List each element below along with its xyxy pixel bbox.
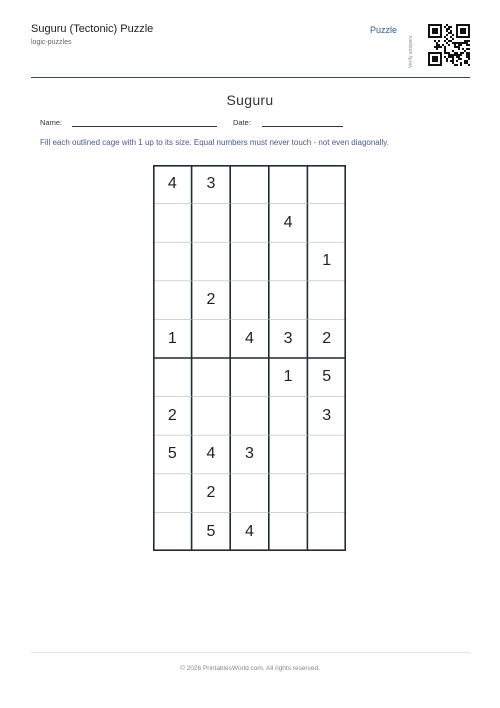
grid-cell: 1	[167, 329, 177, 347]
grid-cell: 5	[322, 368, 332, 386]
grid-cell: 4	[283, 213, 293, 231]
grid-cell[interactable]	[307, 435, 346, 474]
grid-cell[interactable]	[192, 319, 231, 358]
name-label: Name:	[40, 118, 63, 127]
suguru-grid	[153, 165, 346, 551]
grid-cell[interactable]	[269, 474, 308, 513]
grid-cell[interactable]	[153, 204, 192, 243]
grid-cell[interactable]	[307, 512, 346, 551]
grid-cell[interactable]	[192, 242, 231, 281]
grid-cell[interactable]	[230, 397, 269, 436]
grid-cell[interactable]	[269, 242, 308, 281]
grid-cell[interactable]	[269, 165, 308, 204]
page-header-subtitle: logic-puzzles	[31, 39, 72, 46]
grid-cell: 3	[245, 445, 254, 463]
grid-cell[interactable]	[269, 281, 308, 320]
footer-divider	[31, 652, 470, 653]
grid-cell[interactable]	[153, 474, 192, 513]
grid-cell: 5	[167, 445, 177, 463]
grid-cell[interactable]	[307, 204, 346, 243]
grid-cell: 4	[206, 445, 216, 463]
grid-cell: 3	[283, 329, 293, 347]
grid-cell: 1	[322, 252, 332, 270]
grid-cell[interactable]	[192, 397, 231, 436]
grid-cell[interactable]	[153, 242, 192, 281]
grid-cell: 2	[206, 291, 216, 309]
header-divider	[31, 77, 470, 78]
grid-cell[interactable]	[307, 165, 346, 204]
grid-cell: 3	[206, 175, 216, 193]
footer-copyright: © 2026 PrintablesWorld.com. All rights reserved.	[180, 665, 320, 672]
instructions-text: Fill each outlined cage with 1 up to its size. Equal numbers must never touch - not even diagonally.	[40, 138, 389, 147]
grid-cell[interactable]	[153, 358, 192, 397]
date-field[interactable]	[262, 126, 343, 127]
qr-code-icon	[428, 18, 470, 72]
grid-cell: 1	[283, 368, 293, 386]
grid-cell: 2	[322, 329, 332, 347]
grid-cell[interactable]	[153, 281, 192, 320]
verify-answers-label: Verify answers	[408, 35, 414, 68]
grid-cell[interactable]	[230, 165, 269, 204]
grid-cell[interactable]	[153, 512, 192, 551]
grid-cell: 4	[245, 522, 254, 540]
grid-cell: 2	[167, 406, 177, 424]
grid-cell[interactable]	[230, 281, 269, 320]
name-field[interactable]	[72, 126, 217, 127]
grid-cell[interactable]	[269, 397, 308, 436]
grid-cell[interactable]	[230, 204, 269, 243]
grid-cell[interactable]	[269, 512, 308, 551]
grid-cell: 3	[322, 406, 332, 424]
grid-cell: 4	[245, 329, 254, 347]
grid-cell[interactable]	[269, 435, 308, 474]
grid-cell: 2	[206, 484, 216, 502]
grid-cell[interactable]	[307, 474, 346, 513]
grid-cell[interactable]	[230, 242, 269, 281]
grid-cell[interactable]	[307, 281, 346, 320]
puzzle-tag: Puzzle	[370, 25, 398, 35]
page-title: Suguru	[226, 92, 274, 108]
grid-cell: 4	[167, 175, 177, 193]
grid-cell[interactable]	[192, 204, 231, 243]
date-label: Date:	[233, 118, 251, 127]
grid-cell: 5	[206, 522, 216, 540]
grid-cell[interactable]	[230, 358, 269, 397]
grid-cell[interactable]	[230, 474, 269, 513]
grid-cell[interactable]	[192, 358, 231, 397]
page-header-title: Suguru (Tectonic) Puzzle	[31, 23, 154, 35]
